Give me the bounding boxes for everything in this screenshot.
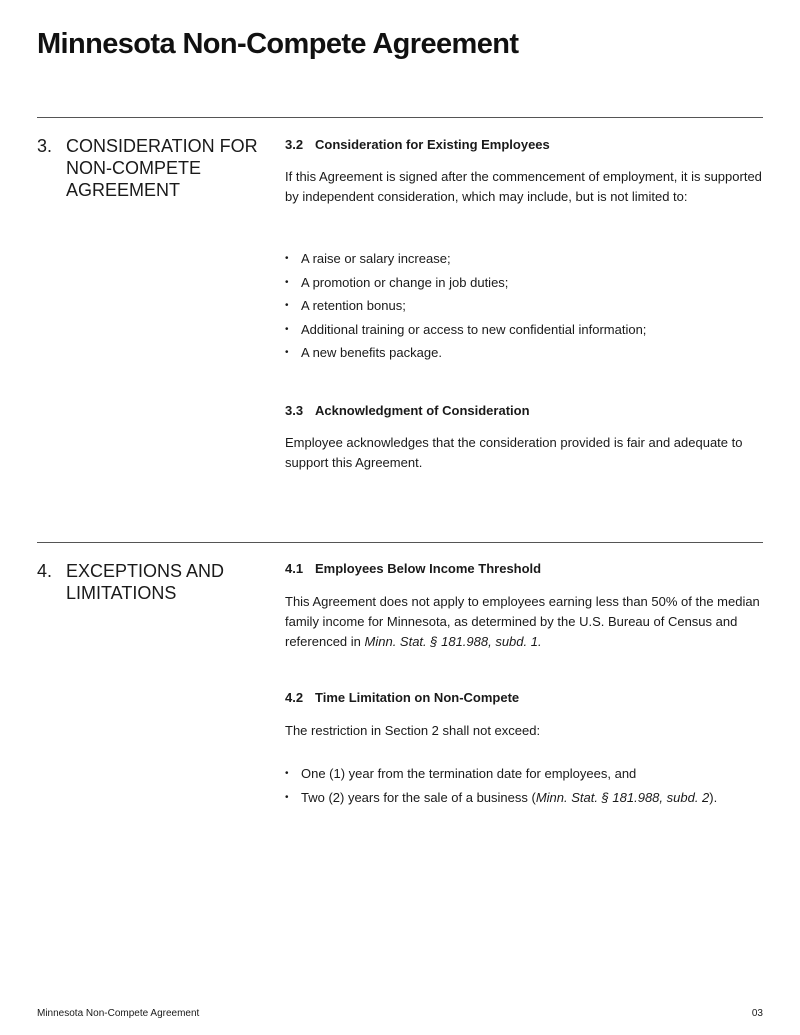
bullet-icon: • [285,347,289,358]
list-item: • One (1) year from the termination date for employees, and [285,762,763,786]
subsection-4-2-heading [285,690,763,705]
subsection-4-1-body: This Agreement does not apply to employees earning less than 50% of the median family income for Minnesota, as determined by the U.S. Bureau of Census and referenced in Minn. Stat. § 181.988, subd. 1. [285,594,760,649]
bullet-icon: • [285,253,289,264]
time-limit-list [285,762,763,809]
subsection-4-1-title: Employees Below Income Threshold [315,561,542,576]
subsection-4-2-title: Time Limitation on Non-Compete [315,690,520,705]
list-item: • Additional training or access to new confidential information; [285,318,763,342]
bullet-icon: • [285,323,289,335]
subsection-4-2-number: 4.2 [285,690,304,705]
consideration-list [285,247,763,365]
list-item: • Two (2) years for the sale of a business (Minn. Stat. § 181.988, subd. 2). [285,786,763,810]
list-item: • A promotion or change in job duties; [285,271,763,295]
footer-page-number: 03 [751,1008,763,1019]
subsection-3-2-body: If this Agreement is signed after the commencement of employment, it is supported by independent consideration, which may include, but is not limited to: [285,169,762,204]
bullet-icon: • [285,791,289,803]
list-item: • A raise or salary increase; [285,247,763,271]
list-item: • A new benefits package. [285,341,763,365]
subsection-4-2-body: The restriction in Section 2 shall not exceed: [285,723,541,738]
subsection-4-1-number: 4.1 [285,561,304,576]
statute-citation: Minn. Stat. § 181.988, subd. 1. [364,634,542,649]
statute-citation: Minn. Stat. § 181.988, subd. 2 [535,789,710,805]
section-divider [37,117,763,118]
bullet-icon: • [285,276,289,288]
section-3-number: 3. [37,136,53,156]
section-4-number: 4. [37,561,53,581]
footer-document-title: Minnesota Non-Compete Agreement [37,1008,200,1019]
section-3-title: CONSIDERATION FOR NON-COMPETE AGREEMENT [66,136,258,200]
subsection-3-2-heading [285,137,763,152]
subsection-3-2-number: 3.2 [285,137,304,152]
section-4-title: EXCEPTIONS AND LIMITATIONS [66,561,225,603]
subsection-3-3-title: Acknowledgment of Consideration [315,403,530,418]
subsection-3-3-heading [285,403,763,418]
page-title: Minnesota Non-Compete Agreement [37,28,519,60]
subsection-4-1-heading [285,561,763,576]
subsection-3-3-body: Employee acknowledges that the consideration provided is fair and adequate to support this Agreement. [285,435,743,470]
subsection-3-2-title: Consideration for Existing Employees [315,137,550,152]
list-item: • A retention bonus; [285,294,763,318]
bullet-icon: • [285,300,289,311]
section-divider [37,542,763,543]
subsection-3-3-number: 3.3 [285,403,304,418]
bullet-icon: • [285,768,289,779]
